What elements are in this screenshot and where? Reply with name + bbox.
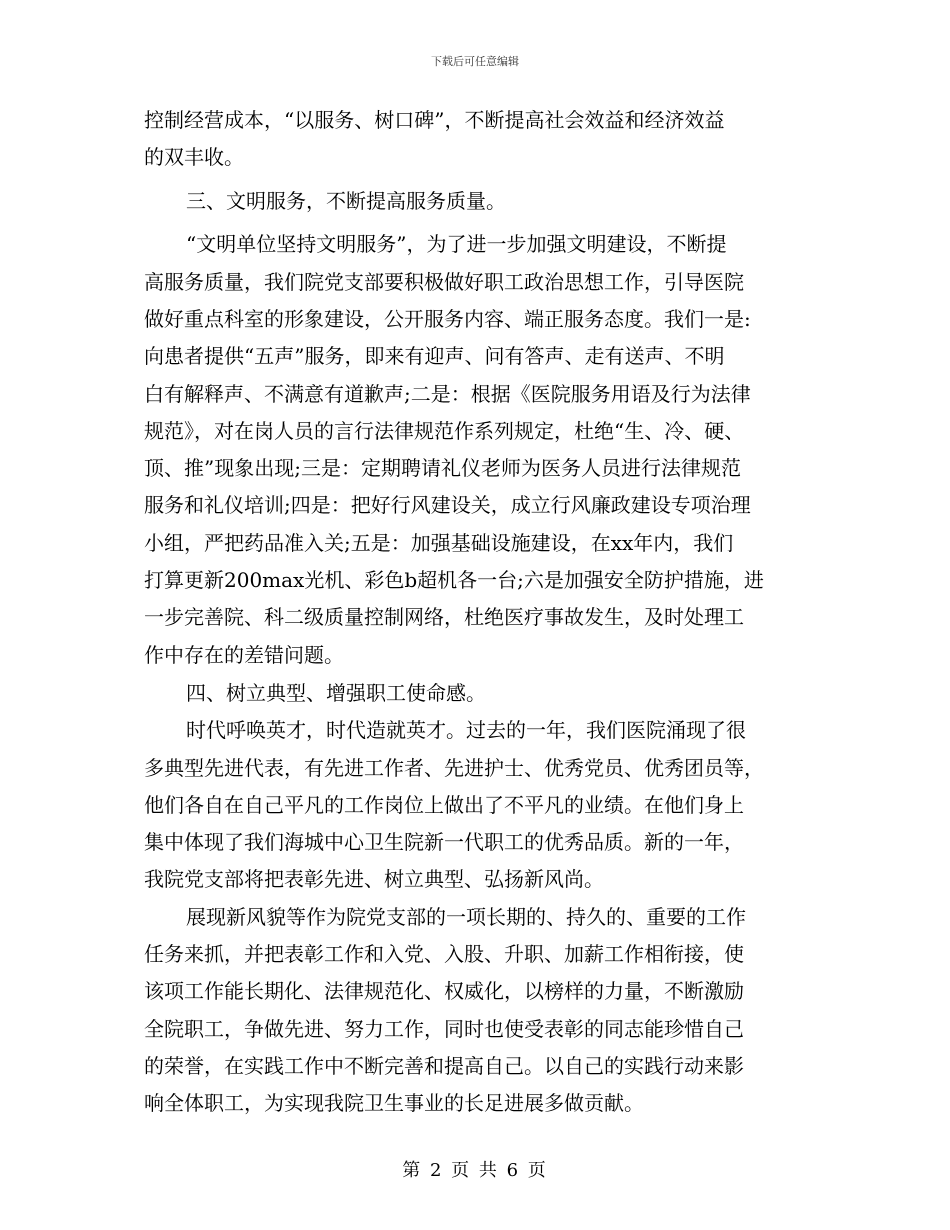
text-line: 一步完善院、科二级质量控制网络，杜绝医疗事故发生，及时处理工 [144,605,744,629]
text-line: 向患者提供“五声”服务，即来有迎声、问有答声、走有送声、不明 [144,344,725,368]
text-line: 规范》，对在岗人员的言行法律规范作系列规定，杜绝“生、冷、硬、 [144,419,745,443]
text-line: “文明单位坚持文明服务”，为了进一步加强文明建设，不断提 [186,232,727,256]
text-line: 多典型先进代表，有先进工作者、先进护士、优秀党员、优秀团员等， [144,756,764,780]
text-line: 高服务质量，我们院党支部要积极做好职工政治思想工作，引导医院 [144,270,744,294]
text-line: 服务和礼仪培训;四是：把好行风建设关，成立行风廉政建设专项治理 [144,493,751,517]
text-line: 的双丰收。 [144,145,244,169]
page-number: 第 2 页 共 6 页 [402,1160,548,1181]
text-line: 他们各自在自己平凡的工作岗位上做出了不平凡的业绩。在他们身上 [144,793,744,817]
page-header-note: 下载后可任意编辑 [431,55,519,68]
text-line: 全院职工，争做先进、努力工作，同时也使受表彰的同志能珍惜自己 [144,1017,744,1041]
text-line: 响全体职工，为实现我院卫生事业的长足进展多做贡献。 [144,1091,644,1115]
text-line: 做好重点科室的形象建设，公开服务内容、端正服务态度。我们一是: [144,307,751,331]
text-line: 展现新风貌等作为院党支部的一项长期的、持久的、重要的工作 [186,905,746,929]
text-line: 小组，严把药品准入关;五是：加强基础设施建设，在xx年内，我们 [144,531,734,555]
text-line: 控制经营成本，“以服务、树口碑”，不断提高社会效益和经济效益 [144,108,725,132]
text-line: 时代呼唤英才，时代造就英才。过去的一年，我们医院涌现了很 [186,718,746,742]
text-line: 任务来抓，并把表彰工作和入党、入股、升职、加薪工作相衔接，使 [144,942,744,966]
text-line: 我院党支部将把表彰先进、树立典型、弘扬新风尚。 [144,867,604,891]
section-heading: 三、文明服务，不断提高服务质量。 [186,189,506,213]
text-line: 的荣誉，在实践工作中不断完善和提高自己。以自己的实践行动来影 [144,1054,744,1078]
text-line: 打算更新200max光机、彩色b超机各一台;六是加强安全防护措施，进 [144,568,764,592]
section-heading: 四、树立典型、增强职工使命感。 [186,681,486,705]
text-line: 顶、推”现象出现;三是：定期聘请礼仪老师为医务人员进行法律规范 [144,456,741,480]
text-line: 该项工作能长期化、法律规范化、权威化，以榜样的力量，不断激励 [144,979,744,1003]
text-line: 作中存在的差错问题。 [144,643,344,667]
text-line: 集中体现了我们海城中心卫生院新一代职工的优秀品质。新的一年， [144,830,744,854]
text-line: 白有解释声、不满意有道歉声;二是：根据《医院服务用语及行为法律 [144,382,751,406]
